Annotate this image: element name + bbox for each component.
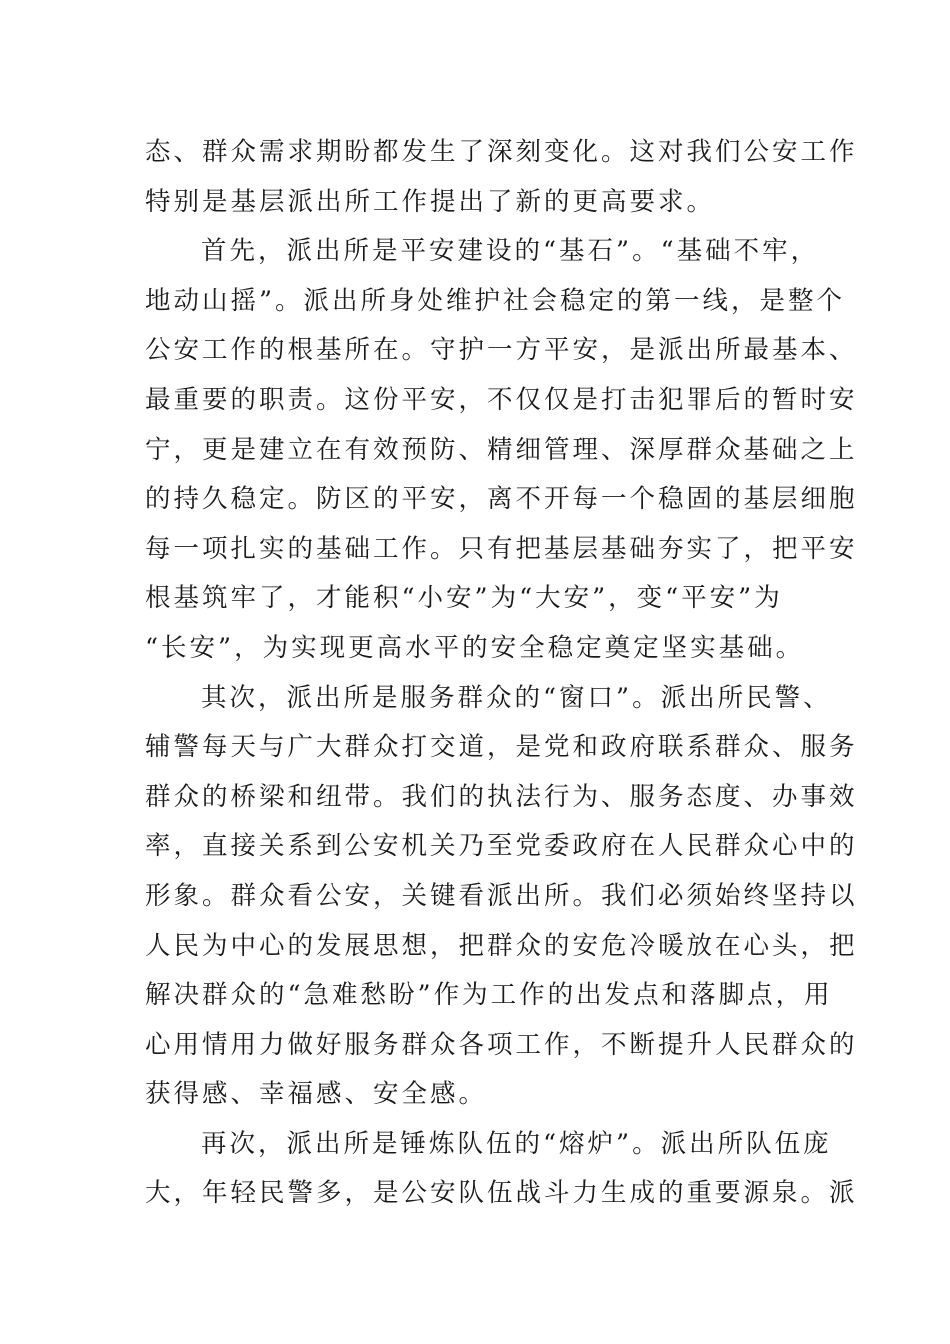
paragraph-start-line: 再次，派出所是锤炼队伍的“熔炉”。派出所队伍庞 bbox=[201, 1128, 832, 1159]
text-line: 辅警每天与广大群众打交道，是党和政府联系群众、服务 bbox=[145, 732, 858, 763]
text-line: 最重要的职责。这份平安，不仅仅是打击犯罪后的暂时安 bbox=[145, 384, 858, 415]
body-text bbox=[145, 128, 858, 1219]
text-line: 根基筑牢了，才能积“小安”为“大安”，变“平安”为 bbox=[145, 583, 783, 614]
text-line: 群众的桥梁和纽带。我们的执法行为、服务态度、办事效 bbox=[145, 781, 858, 812]
text-line: 特别是基层派出所工作提出了新的更高要求。 bbox=[145, 186, 716, 217]
text-line: 获得感、幸福感、安全感。 bbox=[145, 1079, 488, 1110]
text-line: 形象。群众看公安，关键看派出所。我们必须始终坚持以 bbox=[145, 880, 858, 911]
text-line: 每一项扎实的基础工作。只有把基层基础夯实了，把平安 bbox=[145, 533, 858, 564]
text-line: 心用情用力做好服务群众各项工作，不断提升人民群众的 bbox=[145, 1029, 858, 1060]
text-line: “长安”，为实现更高水平的安全稳定奠定坚实基础。 bbox=[145, 632, 805, 663]
text-line: 人民为中心的发展思想，把群众的安危冷暖放在心头，把 bbox=[145, 930, 858, 961]
text-line: 的持久稳定。防区的平安，离不开每一个稳固的基层细胞 bbox=[145, 484, 858, 515]
text-line: 地动山摇”。派出所身处维护社会稳定的第一线，是整个 bbox=[145, 285, 846, 316]
text-line: 公安工作的根基所在。守护一方平安，是派出所最基本、 bbox=[145, 335, 858, 366]
text-line: 宁，更是建立在有效预防、精细管理、深厚群众基础之上 bbox=[145, 434, 858, 465]
text-line: 率，直接关系到公安机关乃至党委政府在人民群众心中的 bbox=[145, 831, 858, 862]
text-line: 大，年轻民警多，是公安队伍战斗力生成的重要源泉。派 bbox=[145, 1178, 858, 1209]
paragraph-start-line: 其次，派出所是服务群众的“窗口”。派出所民警、 bbox=[201, 682, 832, 713]
text-line: 解决群众的“急难愁盼”作为工作的出发点和落脚点，用 bbox=[145, 980, 833, 1011]
paragraph-start-line: 首先，派出所是平安建设的“基石”。“基础不牢， bbox=[201, 236, 820, 267]
text-line: 态、群众需求期盼都发生了深刻变化。这对我们公安工作 bbox=[145, 137, 858, 167]
